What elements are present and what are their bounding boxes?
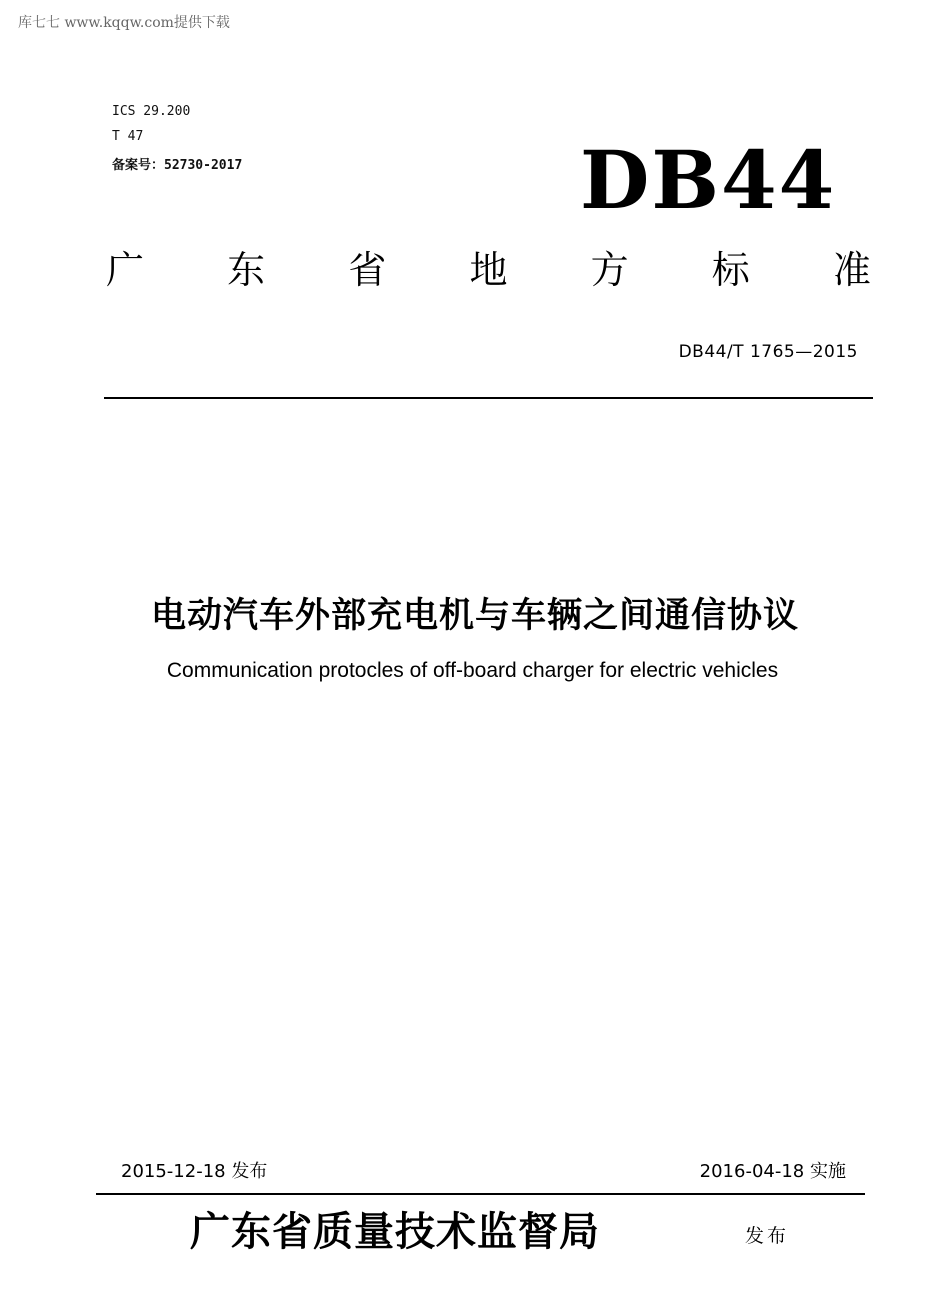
issue-date: 2015-12-18 发布	[121, 1161, 268, 1182]
bottom-divider	[96, 1193, 865, 1195]
issuing-authority: 广东省质量技术监督局	[190, 1208, 600, 1255]
standard-type-char: 省	[348, 248, 387, 292]
title-chinese: 电动汽车外部充电机与车辆之间通信协议	[150, 596, 799, 636]
implementation-date: 2016-04-18 实施	[699, 1161, 846, 1182]
db44-logo: DB44	[580, 133, 837, 227]
record-number: 备案号：52730-2017	[112, 158, 243, 173]
standard-type-char: 方	[590, 248, 629, 292]
standard-type-char: 标	[711, 248, 750, 292]
standard-type-heading	[106, 248, 871, 294]
standard-type-char: 准	[832, 248, 871, 292]
classification-code: T 47	[112, 129, 144, 144]
standard-type-char: 广	[106, 248, 145, 292]
standard-type-char: 地	[469, 248, 508, 292]
ics-code: ICS 29.200	[112, 104, 191, 119]
watermark: 库七七 www.kqqw.com提供下载	[18, 15, 230, 31]
publish-label: 发布	[745, 1225, 790, 1247]
top-divider	[104, 397, 873, 399]
standard-type-char: 东	[227, 248, 266, 292]
standard-number: DB44/T 1765—2015	[678, 342, 858, 362]
title-english: Communication protocles of off-board charger for electric vehicles	[166, 659, 779, 682]
